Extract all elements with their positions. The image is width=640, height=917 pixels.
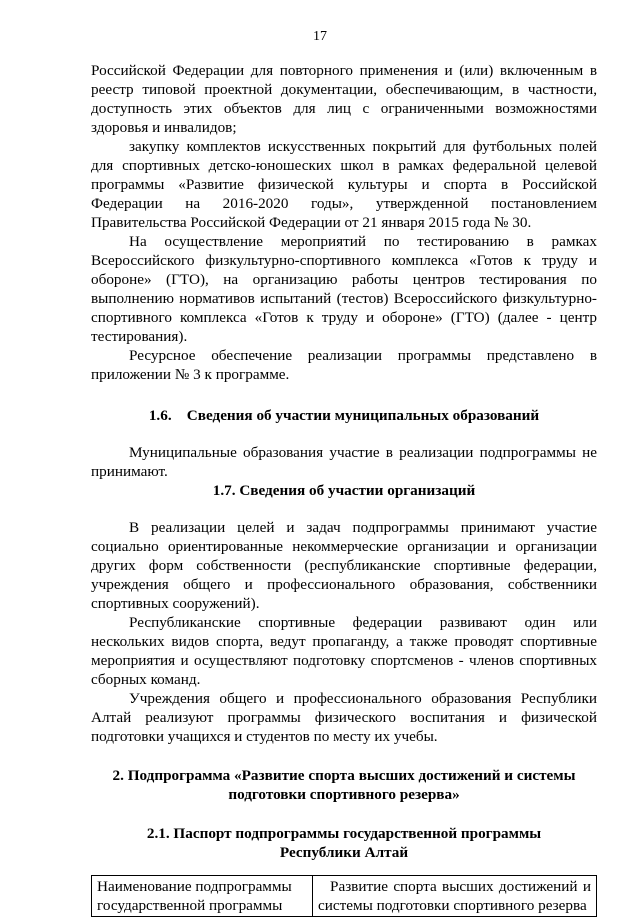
page-number: 17 <box>313 29 327 44</box>
paragraph-organizations: В реализации целей и задач подпрограммы принимают участие социально ориентированные некоммерческие организации и организации других форм собственности (республиканские спортивные федерации, учреждения общего и профессионального образования, собственники спортивных сооружений). <box>91 519 597 612</box>
paragraph-resource-support: Ресурсное обеспечение реализации программы представлено в приложении № 3 к программе. <box>91 347 597 383</box>
paragraph-municipal: Муниципальные образования участие в реализации подпрограммы не принимают. <box>91 444 597 480</box>
heading-2-1-line1: 2.1. Паспорт подпрограммы государственной программы <box>146 825 542 842</box>
heading-2-1 <box>91 824 597 862</box>
heading-2-line1: 2. Подпрограмма «Развитие спорта высших достижений и системы <box>112 767 576 784</box>
page-content <box>91 61 597 917</box>
passport-table <box>91 875 597 917</box>
paragraph-football-covers: закупку комплектов искусственных покрытий для футбольных полей для спортивных детско-юношеских школ в рамках федеральной целевой программы «Развитие физической культуры и спорта в Российской Федерации на 2016-2020 годы», утвержденной постановлением Правительства Российской Федерации от 21 января 2015 года № 30. <box>91 138 597 231</box>
paragraph-sports-federations: Республиканские спортивные федерации развивают один или нескольких видов спорта, ведут пропаганду, а также проводят спортивные мероприятия и осуществляют подготовку спортсменов - членов спортивных сборных команд. <box>91 614 597 688</box>
heading-2-line2: подготовки спортивного резерва» <box>228 786 460 803</box>
paragraph-gto-testing: На осуществление мероприятий по тестированию в рамках Всероссийского физкультурно-спортивного комплекса «Готов к труду и обороне» (ГТО), на организацию работы центров тестирования по выполнению нормативов испытаний (тестов) Всероссийского физкультурно-спортивного комплекса «Готов к труду и обороне» (ГТО) (далее - центр тестирования). <box>91 233 597 345</box>
table-row <box>92 876 597 917</box>
table-cell-value: Развитие спорта высших достижений и системы подготовки спортивного резерва <box>313 876 597 917</box>
table-cell-label: Наименование подпрограммы государственной программы <box>92 876 313 917</box>
heading-1-7: 1.7. Сведения об участии организаций <box>212 482 476 499</box>
heading-2 <box>91 766 597 804</box>
paragraph-education-institutions: Учреждения общего и профессионального образования Республики Алтай реализуют программы физического воспитания и физической подготовки учащихся и студентов по месту их учебы. <box>91 690 597 745</box>
heading-1-6: 1.6. Сведения об участии муниципальных образований <box>148 407 540 424</box>
heading-2-1-line2: Республики Алтай <box>279 844 409 861</box>
paragraph-continuation: Российской Федерации для повторного применения и (или) включенным в реестр типовой проектной документации, обеспечивающим, в частности, доступность этих объектов для лиц с ограниченными возможностями здоровья и инвалидов; <box>91 62 597 136</box>
